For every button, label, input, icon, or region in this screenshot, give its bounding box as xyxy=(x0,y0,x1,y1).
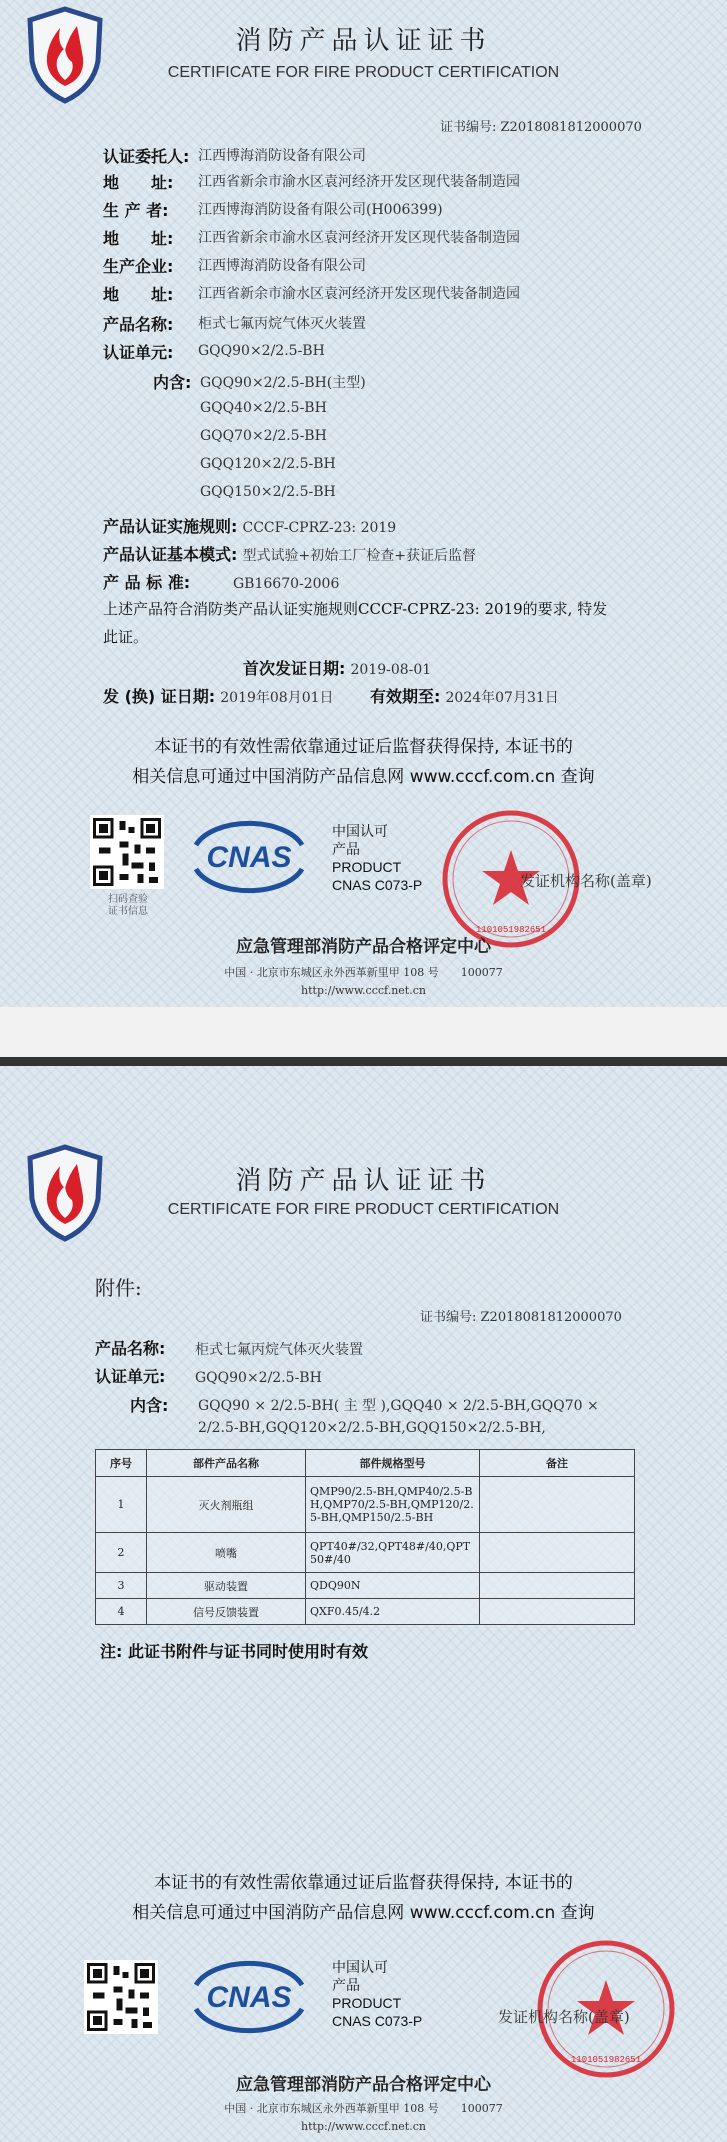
row-number: 4 xyxy=(96,1599,147,1625)
cert-unit-value: GQQ90×2/2.5-BH xyxy=(195,1370,322,1386)
issue-date-value: 2019年08月01日 xyxy=(220,690,334,706)
cnas-accreditation-text xyxy=(332,1958,422,2030)
standard-value: GB16670-2006 xyxy=(233,576,340,592)
issue-date-label: 发 (换) 证日期: xyxy=(103,687,216,706)
seal-number: 1101051982651 xyxy=(570,2055,642,2065)
field-row-product-name xyxy=(103,310,366,336)
valid-until-value: 2024年07月31日 xyxy=(445,690,559,706)
center-website[interactable]: http://www.cccf.net.cn xyxy=(301,984,426,997)
cnas-logo-icon xyxy=(188,815,310,899)
conformity-line-1: 上述产品符合消防类产品认证实施规则CCCF-CPRZ-23: 2019的要求, 特发 xyxy=(103,600,608,618)
field-value: 江西省新余市渝水区袁河经济开发区现代装备制造园 xyxy=(198,230,520,246)
validity-statement-line-2: 相关信息可通过中国消防产品信息网 www.cccf.com.cn 查询 xyxy=(132,767,595,787)
conformity-line-2: 此证。 xyxy=(103,628,149,646)
attachment-label: 附件: xyxy=(95,1276,142,1300)
cnas-line: 产品 xyxy=(332,841,360,857)
standard-row xyxy=(103,570,339,593)
rule-label: 产品认证实施规则: xyxy=(103,517,238,536)
component-model: QMP90/2.5-BH,QMP40/2.5-BH,QMP70/2.5-BH,QMP120/2.5-BH,QMP150/2.5-BH xyxy=(306,1477,480,1533)
component-name: 信号反馈装置 xyxy=(147,1599,306,1625)
mode-label: 产品认证基本模式: xyxy=(103,545,238,564)
product-name-value: 柜式七氟丙烷气体灭火装置 xyxy=(195,1342,363,1358)
valid-until-row xyxy=(370,684,559,707)
rule-row xyxy=(103,514,396,537)
field-label: 生产企业: xyxy=(103,256,174,276)
field-label: 生 产 者: xyxy=(103,200,169,220)
component-table xyxy=(95,1449,635,1625)
qr-code-icon[interactable] xyxy=(84,1960,158,2034)
cnas-line: 中国认可 xyxy=(332,1959,388,1975)
separator-bar xyxy=(0,1057,727,1066)
center-address: 中国 · 北京市东城区永外西革新里甲 108 号 100077 xyxy=(224,966,503,979)
field-row-address xyxy=(103,168,520,194)
issuing-center-name: 应急管理部消防产品合格评定中心 xyxy=(236,937,491,957)
contains-item: GQQ90×2/2.5-BH(主型) xyxy=(200,375,366,391)
column-header: 序号 xyxy=(96,1450,147,1477)
field-row-manufacturer xyxy=(103,252,366,278)
contains-label: 内含: xyxy=(153,373,192,392)
certificate-page-1 xyxy=(0,0,727,1007)
certificate-number: 证书编号: Z2018081812000070 xyxy=(440,120,642,135)
field-label: 地 址: xyxy=(103,284,174,304)
field-value: 江西省新余市渝水区袁河经济开发区现代装备制造园 xyxy=(198,286,520,302)
field-value: GQQ90×2/2.5-BH xyxy=(198,343,325,359)
table-header-row xyxy=(96,1450,635,1477)
validity-statement-line-2: 相关信息可通过中国消防产品信息网 www.cccf.com.cn 查询 xyxy=(132,1903,595,1923)
center-website[interactable]: http://www.cccf.net.cn xyxy=(301,2120,426,2133)
issuer-label: 发证机构名称(盖章) xyxy=(498,2008,630,2026)
contains-item: GQQ120×2/2.5-BH xyxy=(200,456,336,472)
component-model: QPT40#/32,QPT48#/40,QPT50#/40 xyxy=(306,1533,480,1573)
cnas-line: PRODUCT xyxy=(332,859,402,875)
cnas-line: CNAS C073-P xyxy=(332,877,423,893)
first-issue-value: 2019-08-01 xyxy=(350,662,432,678)
certificate-title-en: CERTIFICATE FOR FIRE PRODUCT CERTIFICATION xyxy=(167,1201,560,1218)
cnas-line: 中国认可 xyxy=(332,823,388,839)
field-value: 江西博海消防设备有限公司 xyxy=(198,258,366,274)
cert-unit-row xyxy=(95,1364,322,1387)
cert-unit-label: 认证单元: xyxy=(95,1367,166,1386)
attachment-note: 注: 此证书附件与证书同时使用时有效 xyxy=(100,1642,368,1661)
field-row-address xyxy=(103,280,520,306)
cnas-accreditation-text xyxy=(332,822,422,894)
component-note xyxy=(480,1573,635,1599)
certificate-title-cn: 消防产品认证证书 xyxy=(235,26,492,56)
certificate-title-cn: 消防产品认证证书 xyxy=(235,1166,492,1196)
table-row xyxy=(96,1533,635,1573)
first-issue-label: 首次发证日期: xyxy=(243,659,346,678)
component-name: 驱动装置 xyxy=(147,1573,306,1599)
field-value: 江西博海消防设备有限公司 xyxy=(198,148,366,164)
cnas-logo-icon xyxy=(188,1955,310,2039)
field-label: 认证单元: xyxy=(103,342,174,362)
page-separator xyxy=(0,1007,727,1066)
field-row-address xyxy=(103,224,520,250)
column-header: 备注 xyxy=(480,1450,635,1477)
field-label: 产品名称: xyxy=(103,314,174,334)
table-row xyxy=(96,1477,635,1533)
component-note xyxy=(480,1533,635,1573)
product-name-row xyxy=(95,1336,363,1359)
field-row-producer xyxy=(103,196,443,222)
issue-date-row xyxy=(103,684,334,707)
row-number: 3 xyxy=(96,1573,147,1599)
certificate-number: 证书编号: Z2018081812000070 xyxy=(420,1310,622,1325)
component-model: QDQ90N xyxy=(306,1573,480,1599)
cnas-logo-text: CNAS xyxy=(206,1981,292,2014)
cnas-line: PRODUCT xyxy=(332,1995,402,2011)
standard-label: 产 品 标 准: xyxy=(103,573,191,592)
rule-value: CCCF-CPRZ-23: 2019 xyxy=(242,520,397,536)
validity-statement-line-1: 本证书的有效性需依靠通过证后监督获得保持, 本证书的 xyxy=(154,1873,573,1893)
column-header: 部件产品名称 xyxy=(147,1450,306,1477)
component-name: 灭火剂瓶组 xyxy=(147,1477,306,1533)
component-note xyxy=(480,1477,635,1533)
valid-until-label: 有效期至: xyxy=(370,687,441,706)
cnas-line: CNAS C073-P xyxy=(332,2013,423,2029)
seal-number: 1101051982651 xyxy=(475,925,547,935)
mode-value: 型式试验+初始工厂检查+获证后监督 xyxy=(242,548,476,564)
field-value: 江西省新余市渝水区袁河经济开发区现代装备制造园 xyxy=(198,174,520,190)
component-model: QXF0.45/4.2 xyxy=(306,1599,480,1625)
first-issue-row xyxy=(243,656,431,679)
cnas-line: 产品 xyxy=(332,1977,360,1993)
contains-line-2: 2/2.5-BH,GQQ120×2/2.5-BH,GQQ150×2/2.5-BH, xyxy=(198,1420,546,1436)
qr-caption: 扫码查验 证书信息 xyxy=(108,894,148,917)
qr-code-icon[interactable] xyxy=(90,815,164,889)
issuer-label: 发证机构名称(盖章) xyxy=(520,872,652,890)
product-name-label: 产品名称: xyxy=(95,1339,166,1358)
column-header: 部件规格型号 xyxy=(306,1450,480,1477)
field-label: 地 址: xyxy=(103,172,174,192)
contains-label: 内含: xyxy=(130,1396,169,1415)
component-note xyxy=(480,1599,635,1625)
contains-item: GQQ70×2/2.5-BH xyxy=(200,428,327,444)
table-row xyxy=(96,1573,635,1599)
validity-statement-line-1: 本证书的有效性需依靠通过证后监督获得保持, 本证书的 xyxy=(154,737,573,757)
field-row-applicant xyxy=(103,142,366,168)
contains-item: GQQ150×2/2.5-BH xyxy=(200,484,336,500)
cnas-logo-text: CNAS xyxy=(206,841,292,874)
contains-item: GQQ40×2/2.5-BH xyxy=(200,400,327,416)
row-number: 1 xyxy=(96,1477,147,1533)
table-row xyxy=(96,1599,635,1625)
mode-row xyxy=(103,542,476,565)
certificate-title-en: CERTIFICATE FOR FIRE PRODUCT CERTIFICATION xyxy=(167,64,560,81)
field-value: 柜式七氟丙烷气体灭火装置 xyxy=(198,316,366,332)
field-label: 地 址: xyxy=(103,228,174,248)
issuing-center-name: 应急管理部消防产品合格评定中心 xyxy=(236,2075,491,2095)
center-address: 中国 · 北京市东城区永外西革新里甲 108 号 100077 xyxy=(224,2102,503,2115)
component-name: 喷嘴 xyxy=(147,1533,306,1573)
field-row-cert-unit xyxy=(103,338,325,364)
field-label: 认证委托人: xyxy=(103,146,190,166)
contains-line-1: GQQ90 × 2/2.5-BH( 主 型 ),GQQ40 × 2/2.5-BH,GQQ70 × xyxy=(198,1398,599,1414)
row-number: 2 xyxy=(96,1533,147,1573)
field-value: 江西博海消防设备有限公司(H006399) xyxy=(198,202,443,218)
